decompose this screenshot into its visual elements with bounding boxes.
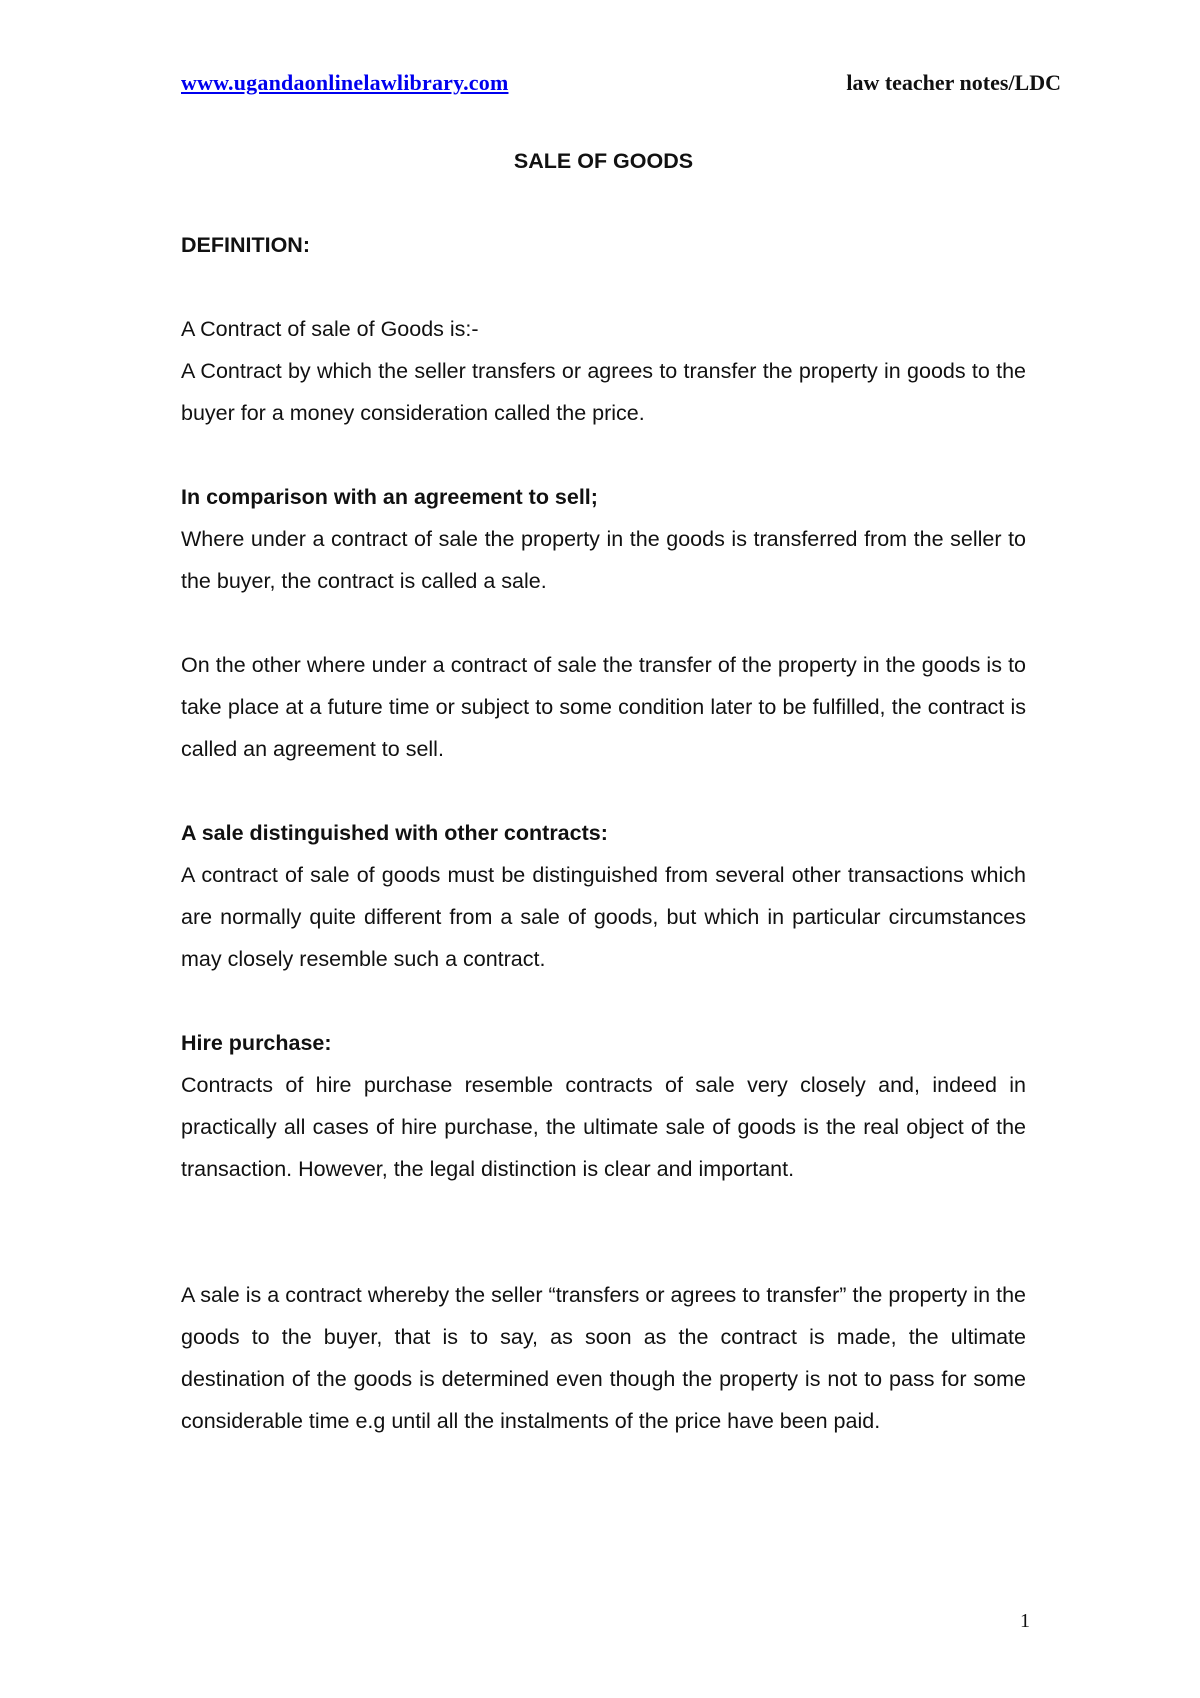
comparison-text-2: On the other where under a contract of sale the transfer of the property in the goods is to take place at a future time or subject to some condition later to be fulfilled, the contract is called an agreement to sell. xyxy=(181,653,1026,761)
website-link[interactable]: www.ugandaonlinelawlibrary.com xyxy=(181,70,509,95)
definition-text: A Contract by which the seller transfers or agrees to transfer the property in goods to the buyer for a money consideration called the price. xyxy=(181,359,1026,425)
sale-text: A sale is a contract whereby the seller “transfers or agrees to transfer” the property in the goods to the buyer, that is to say, as soon as the contract is made, the ultimate destination of the goods is determined even though the property is not to pass for some considerable time e.g until all the instalments of the price have been paid. xyxy=(181,1283,1026,1433)
hire-purchase-text: Contracts of hire purchase resemble contracts of sale very closely and, indeed in practically all cases of hire purchase, the ultimate sale of goods is the real object of the transaction. However, the legal distinction is clear and important. xyxy=(181,1073,1026,1181)
notes-label: law teacher notes/LDC xyxy=(846,70,1061,95)
page-number: 1 xyxy=(1020,1610,1030,1632)
distinguished-heading: A sale distinguished with other contracts: xyxy=(181,821,608,845)
definition-heading: DEFINITION: xyxy=(181,233,310,257)
document-body xyxy=(181,140,1026,1442)
comparison-text-1: Where under a contract of sale the property in the goods is transferred from the seller to the buyer, the contract is called a sale. xyxy=(181,527,1026,593)
document-title: SALE OF GOODS xyxy=(513,149,694,173)
spacer xyxy=(181,602,1026,644)
distinguished-text: A contract of sale of goods must be distinguished from several other transactions which are normally quite different from a sale of goods, but which in particular circumstances may closely resemble such a contract. xyxy=(181,863,1026,971)
spacer xyxy=(181,266,1026,308)
spacer xyxy=(181,1190,1026,1274)
spacer xyxy=(181,434,1026,476)
spacer xyxy=(181,770,1026,812)
comparison-heading: In comparison with an agreement to sell; xyxy=(181,485,598,509)
page-header xyxy=(181,70,1061,100)
hire-purchase-heading: Hire purchase: xyxy=(181,1031,332,1055)
spacer xyxy=(181,980,1026,1022)
definition-intro: A Contract of sale of Goods is:- xyxy=(181,317,479,341)
